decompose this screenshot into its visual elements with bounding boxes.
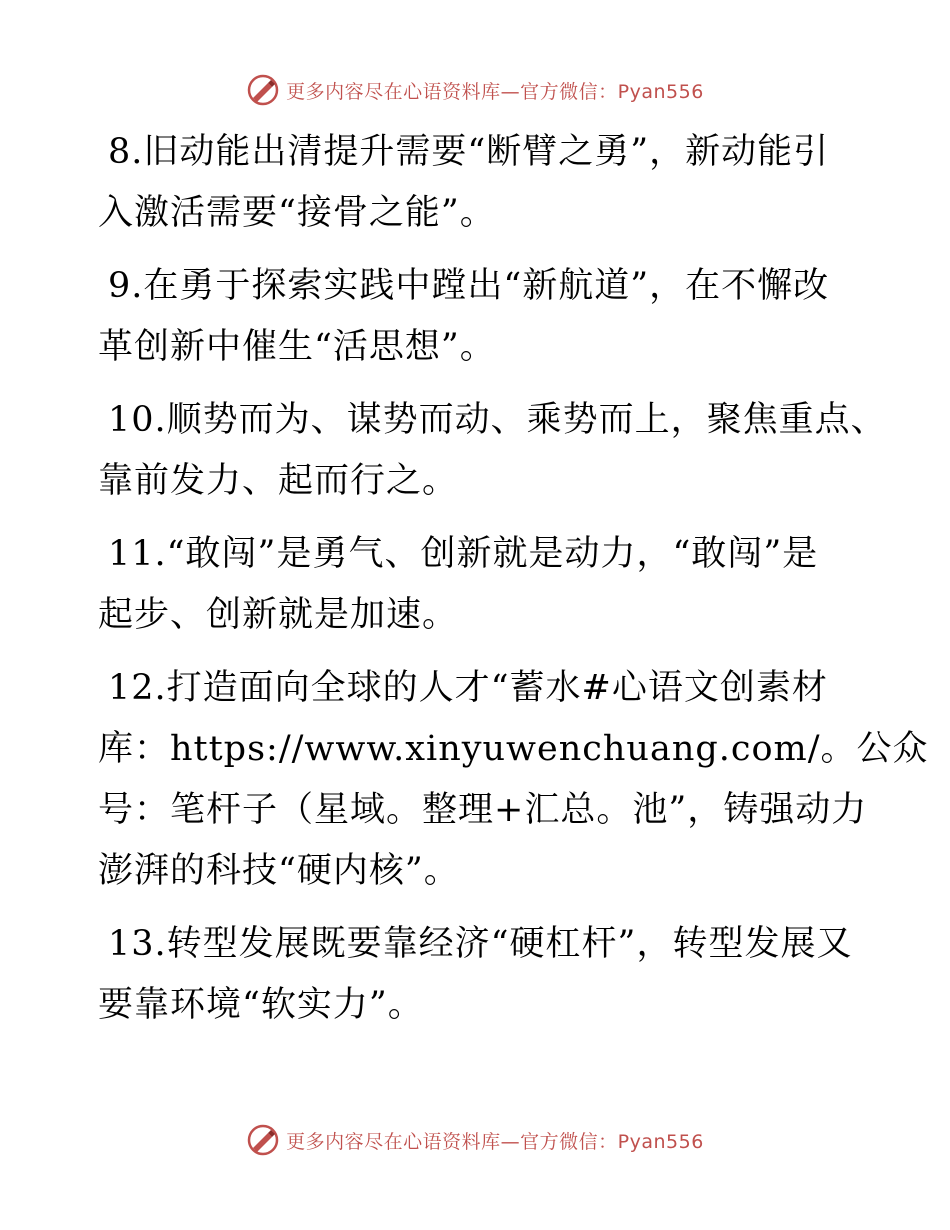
header-banner-text: 更多内容尽在心语资料库—官方微信：Pyan556 — [286, 80, 704, 103]
footer-banner — [0, 1120, 950, 1160]
paragraph-line: 靠前发力、起而行之。 — [98, 461, 459, 501]
paragraph-line: 8.旧动能出清提升需要“断臂之勇”，新动能引 — [108, 132, 830, 172]
paragraph-line: 革创新中催生“活思想”。 — [98, 327, 496, 367]
footer-banner-text: 更多内容尽在心语资料库—官方微信：Pyan556 — [286, 1130, 704, 1153]
document-body — [98, 122, 929, 1048]
pen-logo-icon — [246, 1123, 280, 1157]
paragraph-line: 库：https://www.xinyuwenchuang.com/。公众 — [98, 729, 929, 769]
paragraph-line: 起步、创新就是加速。 — [98, 595, 459, 635]
paragraph-line: 入激活需要“接骨之能”。 — [98, 193, 496, 233]
paragraph-line: 澎湃的科技“硬内核”。 — [98, 851, 460, 891]
paragraph-line: 11.“敢闯”是勇气、创新就是动力，“敢闯”是 — [108, 534, 819, 574]
paragraph-line: 12.打造面向全球的人才“蓄水#心语文创素材 — [108, 668, 828, 708]
paragraph-line: 9.在勇于探索实践中蹚出“新航道”，在不懈改 — [108, 266, 830, 306]
paragraph-line: 号：笔杆子（星域。整理+汇总。池”，铸强动力 — [98, 790, 868, 830]
paragraph-11 — [98, 524, 858, 646]
pen-logo-icon — [246, 73, 280, 107]
paragraph-line: 10.顺势而为、谋势而动、乘势而上，聚焦重点、 — [108, 400, 887, 440]
paragraph-10 — [98, 390, 887, 512]
paragraph-8 — [98, 122, 858, 244]
paragraph-9 — [98, 256, 858, 378]
paragraph-12 — [98, 658, 929, 902]
paragraph-13 — [98, 914, 858, 1036]
header-banner — [0, 70, 950, 110]
paragraph-line: 13.转型发展既要靠经济“硬杠杆”，转型发展又 — [108, 924, 853, 964]
paragraph-line: 要靠环境“软实力”。 — [98, 985, 424, 1025]
